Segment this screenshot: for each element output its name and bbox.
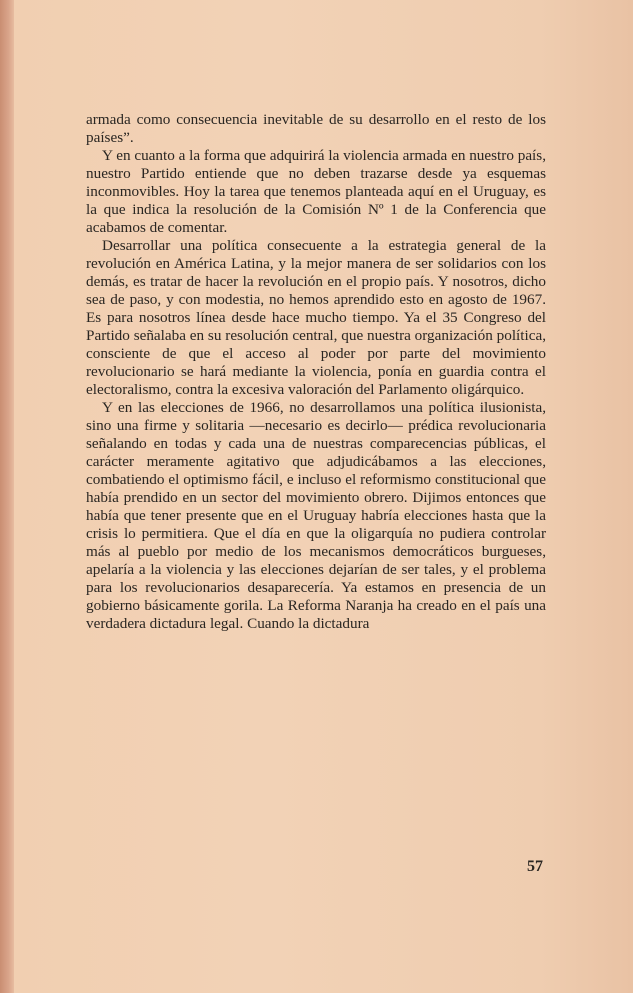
body-text <box>86 111 546 633</box>
page-number: 57 <box>527 858 543 875</box>
page-edge <box>0 0 14 993</box>
paragraph-3: Desarrollar una política consecuente a la estrategia general de la revolución en América Latina, y la mejor manera de ser solidarios con los demás, es tratar de hacer la revolución en el propio país. Y nosotros, dicho sea de paso, y con modestia, no hemos aprendido esto en agosto de 1967. Es para nosotros línea desde hace mucho tiempo. Ya el 35 Congreso del Partido señalaba en su resolución central, que nuestra organización política, consciente de que el acceso al poder por parte del movimiento revolucionario se hará mediante la violencia, ponía en guardia contra el electoralismo, contra la excesiva valoración del Parlamento oligárquico. <box>86 237 546 399</box>
paragraph-2: Y en cuanto a la forma que adquirirá la violencia armada en nuestro país, nuestro Partido entiende que no deben trazarse desde ya esquemas inconmovibles. Hoy la tarea que tenemos planteada aquí en el Uruguay, es la que indica la resolución de la Comisión Nº 1 de la Conferencia que acabamos de comentar. <box>86 147 546 237</box>
paragraph-4: Y en las elecciones de 1966, no desarrollamos una política ilusionista, sino una firme y solitaria —necesario es decirlo— prédica revolucionaria señalando en todas y cada una de nuestras comparecencias públicas, el carácter meramente agitativo que adjudicábamos a las elecciones, combatiendo el optimismo fácil, e incluso el reformismo constitucional que había prendido en un sector del movimiento obrero. Dijimos entonces que había que tener presente que en el Uruguay habría elecciones hasta que la crisis lo permitiera. Que el día en que la oligarquía no pudiera controlar más al pueblo por medio de los mecanismos democráticos burgueses, apelaría a la violencia y las elecciones dejarían de ser tales, y el problema para los revolucionarios desaparecería. Ya estamos en presencia de un gobierno básicamente gorila. La Reforma Naranja ha creado en el país una verdadera dictadura legal. Cuando la dictadura <box>86 399 546 633</box>
paragraph-1: armada como consecuencia inevitable de su desarrollo en el resto de los países”. <box>86 111 546 147</box>
